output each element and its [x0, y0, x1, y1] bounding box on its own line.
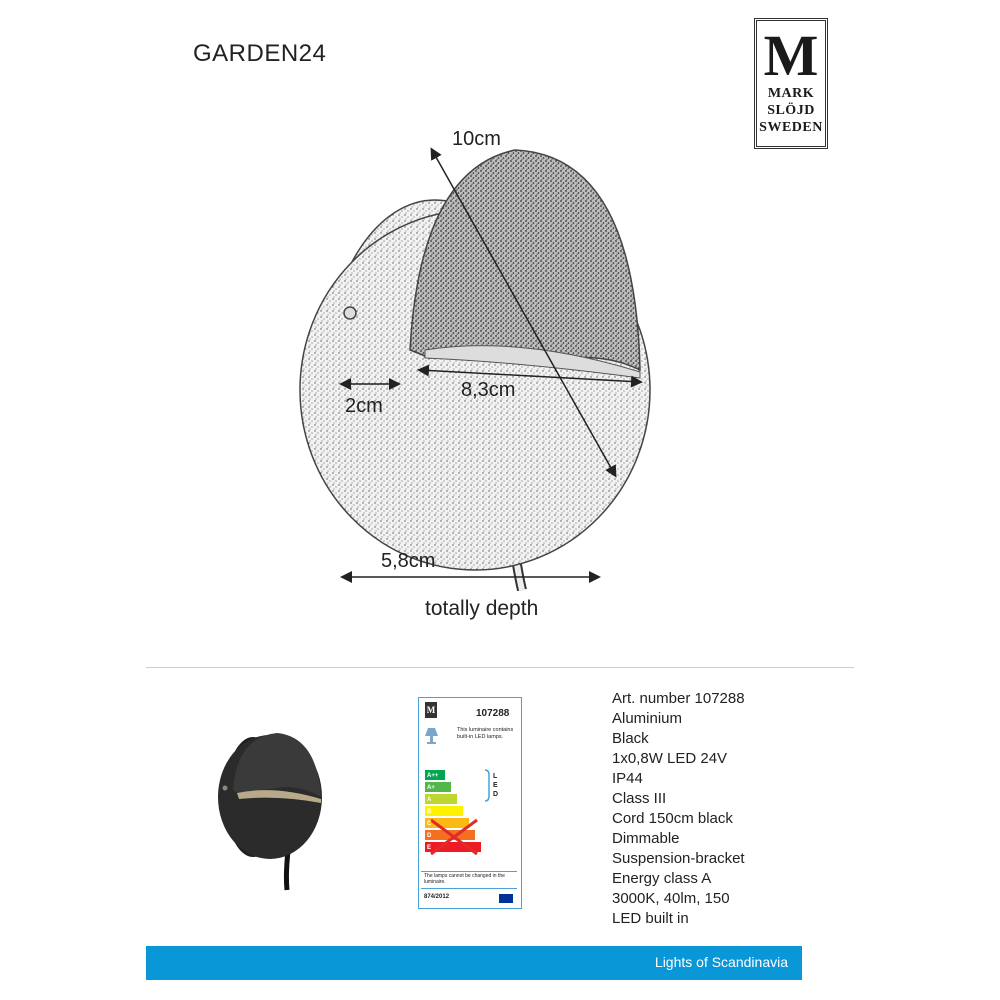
dim-thickness: 2cm — [345, 395, 383, 417]
class-d: D — [427, 833, 432, 839]
dim-diameter: 10cm — [452, 128, 501, 150]
label-class-list — [427, 770, 467, 854]
dim-opening: 8,3cm — [461, 379, 516, 401]
spec-color: Black — [612, 730, 649, 747]
dim-depth-note: totally depth — [425, 597, 539, 620]
spec-dimmable: Dimmable — [612, 830, 680, 847]
spec-art-number: Art. number 107288 — [612, 690, 745, 707]
logo-letter: M — [763, 23, 819, 88]
dim-depth: 5,8cm — [381, 550, 436, 572]
energy-label — [418, 697, 522, 909]
spec-class: Class III — [612, 790, 667, 807]
hood — [410, 150, 640, 370]
svg-text:M: M — [426, 705, 436, 715]
technical-drawing — [170, 100, 690, 660]
banner-text: Lights of Scandinavia — [654, 954, 788, 970]
label-regulation: 874/2012 — [424, 894, 450, 900]
divider — [146, 667, 854, 668]
brand-logo — [754, 18, 828, 149]
label-info: This luminaire contains built-in LED lamps. — [457, 727, 514, 740]
class-c: C — [427, 821, 432, 827]
screw — [344, 307, 356, 319]
label-led: LED — [493, 773, 499, 798]
spec-material: Aluminium — [612, 710, 683, 727]
class-e: E — [427, 845, 432, 851]
class-a-plus-plus: A++ — [427, 773, 439, 779]
class-a: A — [427, 797, 432, 803]
spec-list — [612, 689, 745, 929]
spec-cord: Cord 150cm black — [612, 810, 733, 827]
spec-energy-class: Energy class A — [612, 870, 712, 887]
product-title: GARDEN24 — [193, 40, 327, 67]
logo-line-2: SLÖJD — [767, 103, 815, 118]
label-footer-note: The lamps cannot be changed in the luminaire. — [424, 873, 505, 885]
logo-line-3: SWEDEN — [759, 120, 823, 135]
class-a-plus: A+ — [427, 785, 435, 791]
logo-line-1: MARK — [767, 86, 815, 101]
spec-power: 1x0,8W LED 24V — [612, 750, 728, 767]
label-art-no: 107288 — [476, 708, 510, 719]
class-b: B — [427, 809, 432, 815]
spec-ip: IP44 — [612, 770, 643, 787]
spec-light: 3000K, 40lm, 150 — [612, 890, 730, 907]
spec-mount: Suspension-bracket — [612, 850, 745, 867]
footer-banner — [146, 946, 802, 980]
spec-led: LED built in — [612, 910, 689, 927]
product-photo — [205, 715, 325, 895]
